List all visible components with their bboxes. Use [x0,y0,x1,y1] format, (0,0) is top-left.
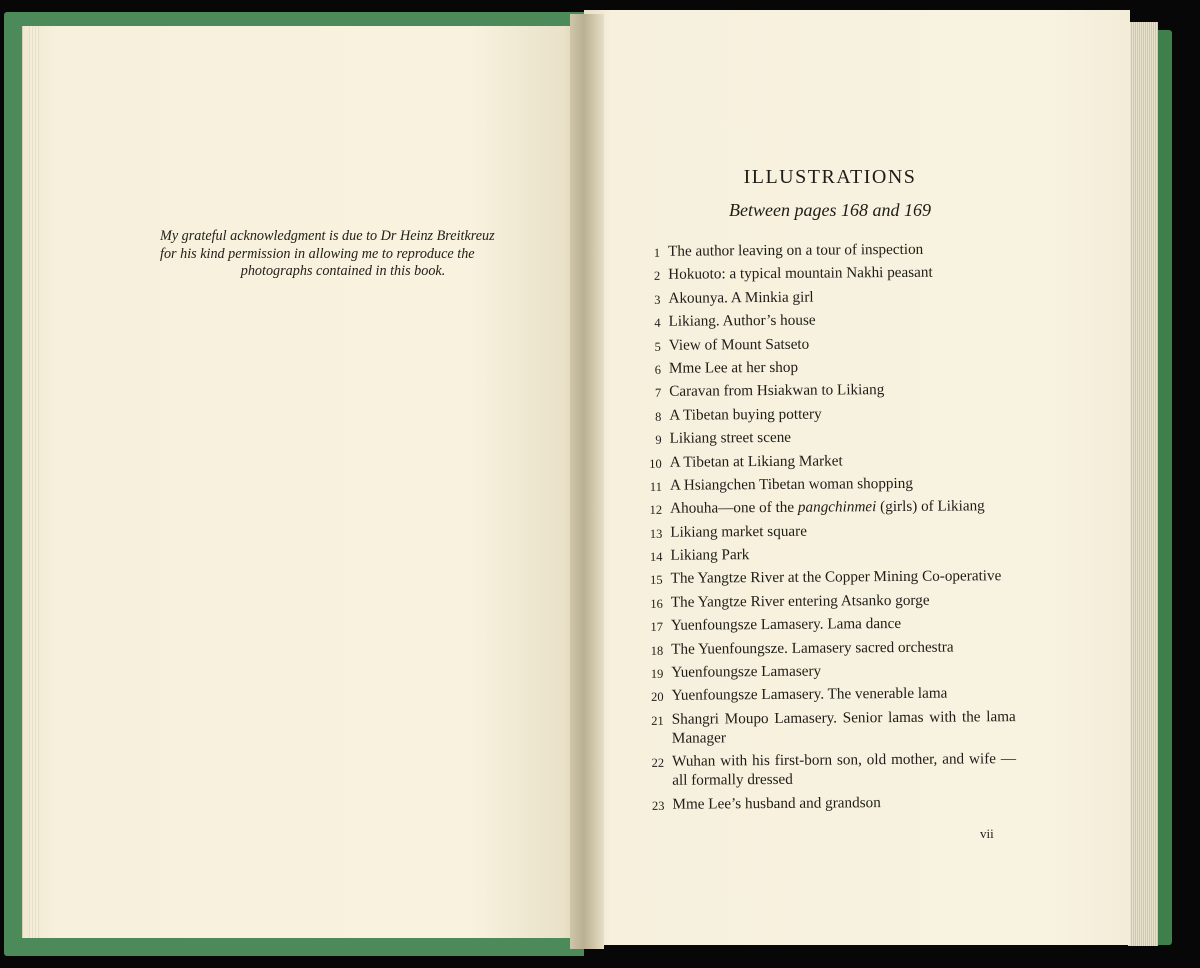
caption-text: Mme Lee at her shop [668,358,799,377]
item-number: 23 [651,798,665,813]
item-caption [670,496,1014,518]
item-caption [672,707,1016,748]
caption-text: The Yangtze River at the Copper Mining Co-operative [670,567,1002,588]
item-caption [670,473,1014,495]
caption-text: The Yangtze River entering Atsanko gorge [670,591,930,611]
caption-text: A Tibetan at Likiang Market [669,451,843,471]
item-caption [670,520,1014,542]
item-number: 5 [654,339,661,354]
item-number: 15 [650,573,663,588]
illustrations-list [640,239,1017,818]
list-item [644,707,1016,748]
page-edges [1128,22,1158,946]
acknowledgment-line: My grateful acknowledgment is due to Dr Heinz Breitkreuz [160,228,495,244]
caption-text: Yuenfoungsze Lamasery. The venerable lama [671,685,948,705]
item-caption [669,333,1013,355]
item-number: 21 [651,713,664,728]
item-caption [669,403,1013,425]
item-number: 12 [649,503,663,518]
item-caption [671,613,1015,635]
acknowledgment-text [160,228,526,281]
caption-text: A Tibetan buying pottery [669,405,822,424]
list-item [641,379,1013,401]
item-caption [668,262,1012,284]
item-caption [671,637,1015,659]
item-caption [669,379,1013,401]
item-caption [671,567,1015,589]
list-item [642,450,1014,472]
item-caption [671,590,1015,612]
item-number: 19 [650,666,664,681]
acknowledgment-line: photographs contained in this book. [240,263,446,279]
caption-text: Akounya. A Minkia girl [668,288,814,307]
list-item [640,286,1012,308]
caption-text: A Hsiangchen Tibetan woman shopping [669,474,913,494]
item-caption [669,356,1013,378]
list-item [642,496,1014,518]
caption-text: Mme Lee’s husband and grandson [672,793,881,813]
caption-text: Wuhan with his first-born son, old mother, and wife —all formally dressed [672,750,1017,789]
caption-text: Likiang. Author’s house [668,311,816,330]
item-number: 16 [650,596,663,611]
caption-text: View of Mount Satseto [668,335,810,354]
list-item [643,683,1015,705]
item-number: 18 [650,643,664,658]
item-caption [671,660,1015,682]
item-caption [669,309,1013,331]
item-caption [670,543,1014,565]
list-item [641,426,1013,448]
page-title: ILLUSTRATIONS [743,166,917,188]
list-item [642,520,1014,542]
caption-text: Hokuoto: a typical mountain Nakhi peasant [668,264,933,284]
caption-text: The Yuenfoungsze. Lamasery sacred orchestra [671,638,954,658]
caption-text: Yuenfoungsze Lamasery. Lama dance [670,615,902,635]
item-caption [669,426,1013,448]
caption-text: The author leaving on a tour of inspection [668,240,924,260]
item-number: 8 [655,409,662,424]
caption-text: Likiang street scene [669,428,792,447]
caption-text: Likiang Park [670,546,750,564]
item-number: 10 [649,456,662,471]
list-item [640,262,1012,284]
item-caption [671,683,1015,705]
list-item [642,473,1014,495]
caption-text: Caravan from Hsiakwan to Likiang [669,381,885,401]
item-caption [668,286,1012,308]
caption-text: (girls) of Likiang [876,497,985,516]
list-item [642,543,1014,565]
item-number: 20 [651,690,664,705]
item-number: 14 [649,549,663,565]
list-item [641,403,1013,425]
list-item [641,309,1013,331]
list-item [641,356,1013,378]
list-item [643,613,1015,635]
item-number: 9 [655,432,662,448]
caption-text: Shangri Moupo Lamasery. Senior lamas with the lama Manager [671,707,1016,747]
caption-italic: pangchinmei [797,498,877,517]
list-item [643,660,1015,682]
page-number: vii [980,826,994,841]
list-item [643,590,1015,612]
list-item [644,792,1016,814]
item-number: 7 [654,386,662,401]
item-caption [668,239,1012,261]
book-gutter [570,14,604,949]
caption-text: Likiang market square [670,522,807,541]
acknowledgment-line: for his kind permission in allowing me to reproduce the [160,245,475,262]
item-number: 1 [653,245,661,260]
item-caption [670,450,1014,472]
item-caption [672,749,1016,790]
list-item [643,567,1015,589]
item-number: 11 [649,479,662,494]
item-caption [672,792,1016,814]
item-number: 13 [649,526,663,541]
item-number: 6 [654,362,662,377]
item-number: 22 [651,756,665,771]
item-number: 3 [654,292,661,307]
item-number: 17 [650,620,664,635]
left-page [22,26,581,938]
item-number: 4 [654,316,661,331]
page-subtitle: Between pages 168 and 169 [729,200,931,220]
list-item [643,637,1015,659]
caption-text: Yuenfoungsze Lamasery [671,662,822,681]
list-item [644,749,1016,790]
list-item [640,239,1012,261]
item-number: 2 [653,269,661,284]
caption-text: Ahouha—one of the [670,499,798,518]
list-item [641,333,1013,355]
